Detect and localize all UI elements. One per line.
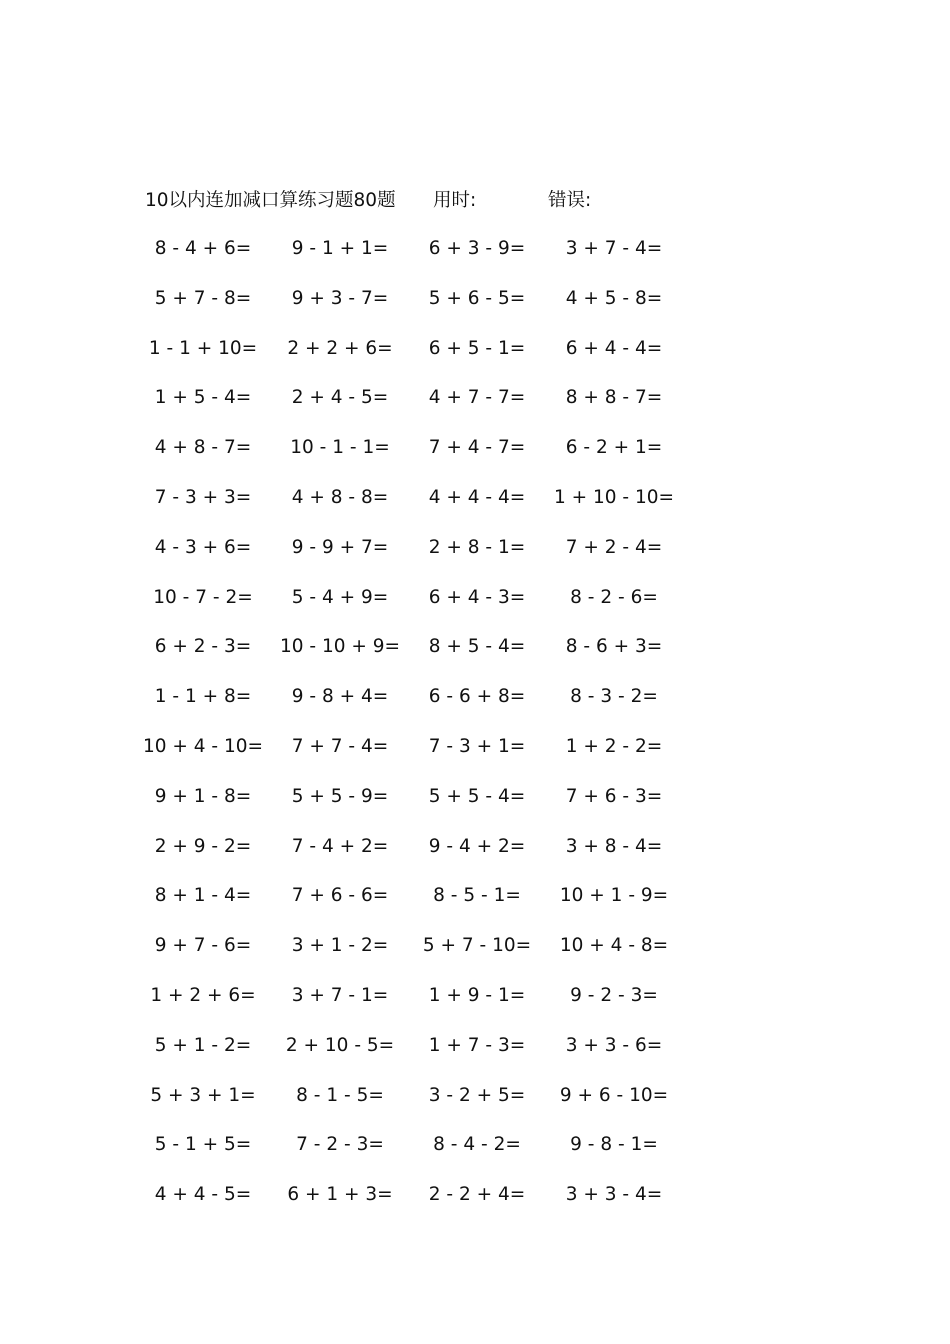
arithmetic-problem: 5 + 1 - 2=: [154, 1034, 252, 1056]
arithmetic-problem: 5 + 3 + 1=: [150, 1084, 256, 1106]
arithmetic-problem: 10 + 4 - 10=: [142, 736, 264, 757]
arithmetic-problem: 2 + 4 - 5=: [291, 387, 389, 409]
arithmetic-problem: 4 + 7 - 7=: [428, 387, 526, 409]
arithmetic-problem: 9 - 8 - 1=: [570, 1134, 658, 1156]
arithmetic-problem: 9 + 6 - 10=: [559, 1084, 669, 1106]
arithmetic-problem: 10 + 1 - 9=: [559, 885, 669, 907]
arithmetic-problem: 5 + 7 - 8=: [154, 287, 252, 309]
arithmetic-problem: 6 + 4 - 4=: [565, 337, 663, 359]
arithmetic-problem: 1 - 1 + 8=: [154, 686, 252, 708]
arithmetic-problem: 5 + 6 - 5=: [428, 287, 526, 309]
arithmetic-problem: 7 - 4 + 2=: [291, 835, 389, 857]
arithmetic-problem: 8 - 2 - 6=: [570, 586, 658, 608]
arithmetic-problem: 8 + 1 - 4=: [154, 885, 252, 907]
arithmetic-problem: 5 - 1 + 5=: [154, 1134, 252, 1156]
arithmetic-problem: 4 + 4 - 4=: [428, 487, 526, 508]
arithmetic-problem: 10 - 7 - 2=: [153, 586, 253, 608]
arithmetic-problem: 7 - 3 + 1=: [428, 736, 526, 757]
arithmetic-problem: 9 + 1 - 8=: [154, 785, 252, 807]
arithmetic-problem: 1 + 10 - 10=: [553, 487, 675, 508]
arithmetic-problem: 8 - 3 - 2=: [570, 686, 658, 708]
arithmetic-problem: 2 + 2 + 6=: [287, 337, 393, 359]
arithmetic-problem: 4 + 5 - 8=: [565, 287, 663, 309]
arithmetic-problem: 1 + 2 + 6=: [150, 985, 256, 1006]
arithmetic-problem: 6 - 2 + 1=: [565, 437, 663, 459]
arithmetic-problem: 3 + 3 - 4=: [565, 1184, 663, 1206]
arithmetic-problem: 5 + 5 - 9=: [291, 785, 389, 807]
arithmetic-problem: 3 + 1 - 2=: [291, 935, 389, 957]
arithmetic-problem: 6 + 4 - 3=: [428, 586, 526, 608]
arithmetic-problem: 5 + 5 - 4=: [428, 785, 526, 807]
arithmetic-problem: 5 + 7 - 10=: [422, 935, 532, 957]
arithmetic-problem: 8 - 4 - 2=: [433, 1134, 521, 1156]
arithmetic-problem: 6 - 6 + 8=: [428, 686, 526, 708]
arithmetic-problem: 1 + 5 - 4=: [154, 387, 252, 409]
arithmetic-problem: 1 - 1 + 10=: [148, 337, 258, 359]
arithmetic-problem: 4 - 3 + 6=: [154, 536, 252, 558]
arithmetic-problem: 1 + 9 - 1=: [428, 985, 526, 1006]
arithmetic-problem: 10 - 10 + 9=: [279, 636, 401, 658]
time-used-label: 用时:: [433, 190, 477, 211]
arithmetic-problem: 4 + 8 - 7=: [154, 437, 252, 459]
arithmetic-problem: 6 + 1 + 3=: [287, 1184, 393, 1206]
arithmetic-problem: 7 + 4 - 7=: [428, 437, 526, 459]
arithmetic-problem: 10 + 4 - 8=: [559, 935, 669, 957]
arithmetic-problem: 2 + 10 - 5=: [285, 1034, 395, 1056]
arithmetic-problem: 8 - 4 + 6=: [154, 238, 252, 259]
worksheet-title: 10以内连加减口算练习题80题: [145, 190, 396, 211]
arithmetic-problem: 8 + 8 - 7=: [565, 387, 663, 409]
arithmetic-problem: 1 + 7 - 3=: [428, 1034, 526, 1056]
arithmetic-problem: 1 + 2 - 2=: [565, 736, 663, 757]
arithmetic-problem: 6 + 3 - 9=: [428, 238, 526, 259]
arithmetic-problem: 5 - 4 + 9=: [291, 586, 389, 608]
arithmetic-problem: 7 + 2 - 4=: [565, 536, 663, 558]
errors-label: 错误:: [548, 190, 592, 211]
arithmetic-problem: 9 - 9 + 7=: [291, 536, 389, 558]
arithmetic-problem: 3 + 7 - 4=: [565, 238, 663, 259]
arithmetic-problem: 7 + 6 - 3=: [565, 785, 663, 807]
arithmetic-problem: 3 - 2 + 5=: [428, 1084, 526, 1106]
arithmetic-problem: 9 - 4 + 2=: [428, 835, 526, 857]
arithmetic-problem: 2 - 2 + 4=: [428, 1184, 526, 1206]
arithmetic-problem: 9 + 7 - 6=: [154, 935, 252, 957]
arithmetic-problem: 8 - 6 + 3=: [565, 636, 663, 658]
arithmetic-problem: 7 - 3 + 3=: [154, 487, 252, 508]
arithmetic-problem: 10 - 1 - 1=: [290, 437, 390, 459]
arithmetic-problem: 8 - 1 - 5=: [296, 1084, 384, 1106]
arithmetic-problem: 4 + 4 - 5=: [154, 1184, 252, 1206]
arithmetic-problem: 8 - 5 - 1=: [433, 885, 521, 907]
arithmetic-problem: 8 + 5 - 4=: [428, 636, 526, 658]
arithmetic-problem: 6 + 5 - 1=: [428, 337, 526, 359]
arithmetic-problem: 9 - 2 - 3=: [570, 985, 658, 1006]
arithmetic-problem: 9 - 8 + 4=: [291, 686, 389, 708]
arithmetic-problem: 6 + 2 - 3=: [154, 636, 252, 658]
arithmetic-problem: 9 + 3 - 7=: [291, 287, 389, 309]
arithmetic-problem: 4 + 8 - 8=: [291, 487, 389, 508]
arithmetic-problem: 3 + 7 - 1=: [291, 985, 389, 1006]
arithmetic-problem: 3 + 8 - 4=: [565, 835, 663, 857]
arithmetic-problem: 2 + 8 - 1=: [428, 536, 526, 558]
arithmetic-problem: 2 + 9 - 2=: [154, 835, 252, 857]
arithmetic-problem: 7 + 7 - 4=: [291, 736, 389, 757]
arithmetic-problem: 9 - 1 + 1=: [291, 238, 389, 259]
arithmetic-problem: 3 + 3 - 6=: [565, 1034, 663, 1056]
arithmetic-problem: 7 + 6 - 6=: [291, 885, 389, 907]
arithmetic-problem: 7 - 2 - 3=: [296, 1134, 384, 1156]
